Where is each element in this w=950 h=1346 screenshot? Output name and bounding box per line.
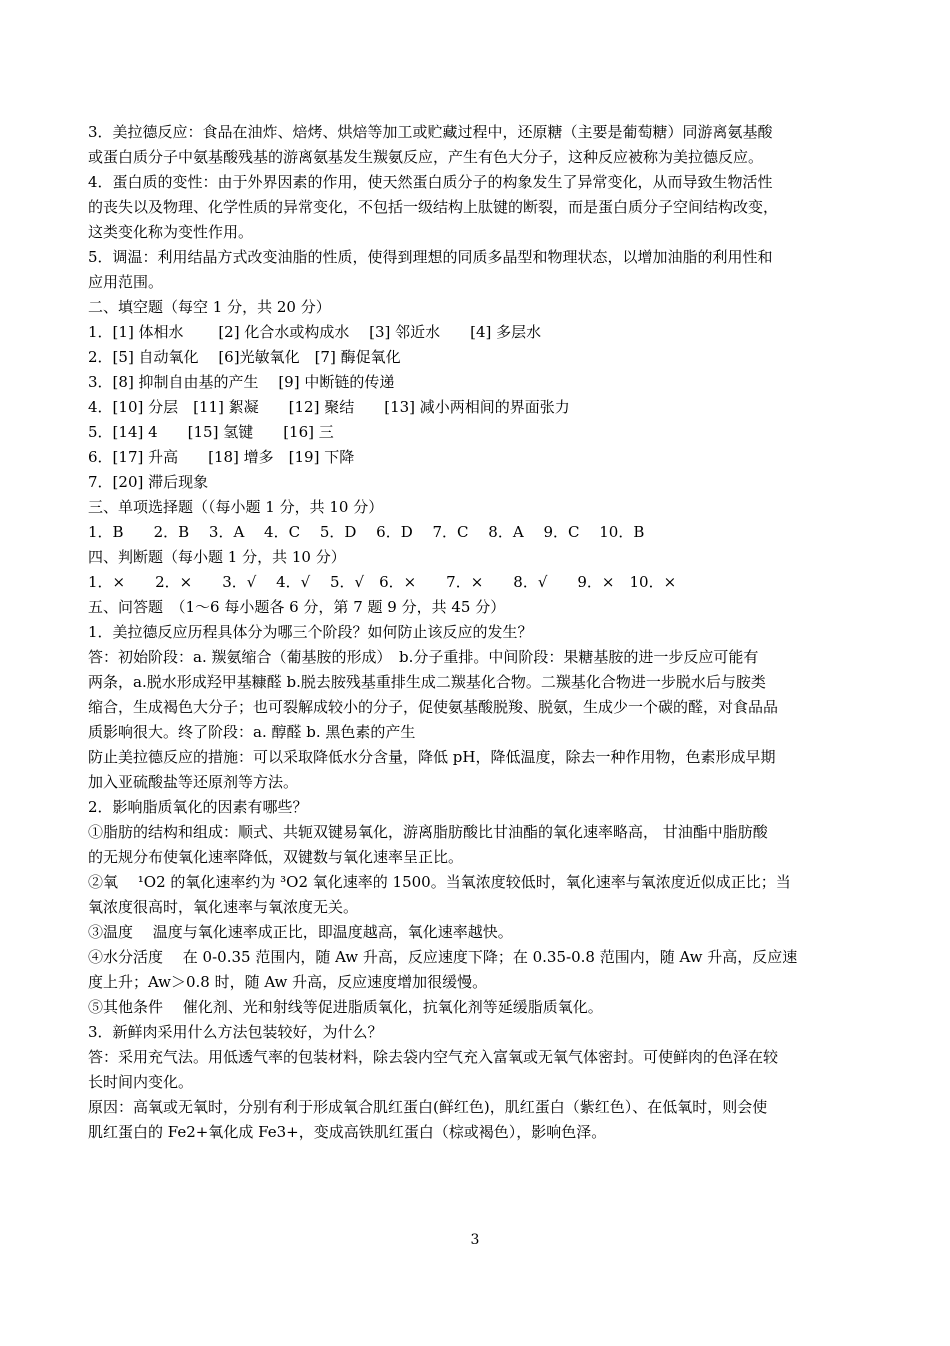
text-line: 2．影响脂质氧化的因素有哪些？ [88,798,308,816]
text-line: 质影响很大。终了阶段：a. 醇醛 b. 黑色素的产生 [88,723,416,741]
text-line: 两条，a.脱水形成羟甲基糠醛 b.脱去胺残基重排生成二羰基化合物。二羰基化合物进一步脱水后与胺类 [88,673,766,691]
text-line: 原因：高氧或无氧时，分别有利于形成氧合肌红蛋白(鲜红色)，肌红蛋白（紫红色）、在低氧时，则会使 [88,1098,768,1116]
text-line: 防止美拉德反应的措施：可以采取降低水分含量，降低 pH，降低温度，除去一种作用物，色素形成早期 [88,748,776,766]
text-line: 1．美拉德反应历程具体分为哪三个阶段？如何防止该反应的发生？ [88,623,533,641]
text-line: 二、填空题（每空 1 分，共 20 分） [88,298,331,316]
text-line: 五、问答题 （1～6 每小题各 6 分，第 7 题 9 分，共 45 分） [88,598,506,616]
text-line: 1．× 2．× 3．√ 4．√ 5．√ 6．× 7．× 8．√ 9．× 10．× [88,573,677,591]
text-line: 2．[5] 自动氧化 [6]光敏氧化 [7] 酶促氧化 [88,348,401,366]
document-body [88,120,878,1145]
text-line: 加入亚硫酸盐等还原剂等方法。 [88,773,299,791]
text-line: 答：采用充气法。用低透气率的包装材料，除去袋内空气充入富氧或无氧气体密封。可使鲜肉的色泽在较 [88,1048,779,1066]
text-line: 1．[1] 体相水 [2] 化合水或构成水 [3] 邻近水 [4] 多层水 [88,323,542,341]
text-line: 3．[8] 抑制自由基的产生 [9] 中断链的传递 [88,373,395,391]
text-line: 缩合，生成褐色大分子；也可裂解成较小的分子，促使氨基酸脱羧、脱氨，生成少一个碳的醛，对食品品 [88,698,779,716]
text-line: 5．调温：利用结晶方式改变油脂的性质，使得到理想的同质多晶型和物理状态，以增加油脂的利用性和 [88,248,773,266]
text-line: 的无规分布使氧化速率降低，双键数与氧化速率呈正比。 [88,848,464,866]
page-number: 3 [470,1232,480,1248]
text-line: 四、判断题（每小题 1 分，共 10 分） [88,548,346,566]
text-line: 1．B 2．B 3．A 4．C 5．D 6．D 7．C 8．A 9．C 10．B [88,523,645,541]
text-line: ⑤其他条件 催化剂、光和射线等促进脂质氧化，抗氧化剂等延缓脂质氧化。 [88,998,603,1016]
text-line: 应用范围。 [88,273,164,291]
text-line: 4．蛋白质的变性：由于外界因素的作用，使天然蛋白质分子的构象发生了异常变化，从而导致生物活性 [88,173,773,191]
text-line: 或蛋白质分子中氨基酸残基的游离氨基发生羰氨反应，产生有色大分子，这种反应被称为美拉德反应。 [88,148,764,166]
text-line: 6．[17] 升高 [18] 增多 [19] 下降 [88,448,355,466]
text-line: 3．美拉德反应：食品在油炸、焙烤、烘焙等加工或贮藏过程中，还原糖（主要是葡萄糖）同游离氨基酸 [88,123,773,141]
text-line: 7．[20] 滞后现象 [88,473,209,491]
text-line: ③温度 温度与氧化速率成正比，即温度越高，氧化速率越快。 [88,923,513,941]
text-line: ②氧 ¹O2 的氧化速率约为 ³O2 氧化速率的 1500。当氧浓度较低时，氧化速率与氧浓度近似成正比；当 [88,873,791,891]
text-line: 三、单项选择题（（每小题 1 分，共 10 分） [88,498,384,516]
text-line: ①脂肪的结构和组成：顺式、共轭双键易氧化，游离脂肪酸比甘油酯的氧化速率略高， 甘油酯中脂肪酸 [88,823,768,841]
text-line: 度上升；Aw＞0.8 时，随 Aw 升高，反应速度增加很缓慢。 [88,973,488,991]
text-line: ④水分活度 在 0-0.35 范围内，随 Aw 升高，反应速度下降；在 0.35-0.8 范围内，随 Aw 升高，反应速 [88,948,798,966]
text-line: 5．[14] 4 [15] 氢键 [16] 三 [88,423,334,441]
text-line: 氧浓度很高时，氧化速率与氧浓度无关。 [88,898,359,916]
text-line: 的丧失以及物理、化学性质的异常变化，不包括一级结构上肽键的断裂，而是蛋白质分子空间结构改变， [88,198,779,216]
text-line: 长时间内变化。 [88,1073,194,1091]
text-line: 这类变化称为变性作用。 [88,223,254,241]
text-line: 3．新鲜肉采用什么方法包装较好，为什么？ [88,1023,383,1041]
text-line: 肌红蛋白的 Fe2+氧化成 Fe3+，变成高铁肌红蛋白（棕或褐色），影响色泽。 [88,1123,607,1141]
text-line: 答：初始阶段：a. 羰氨缩合（葡基胺的形成） b.分子重排。中间阶段：果糖基胺的进一步反应可能有 [88,648,759,666]
text-line: 4．[10] 分层 [11] 絮凝 [12] 聚结 [13] 减小两相间的界面张力 [88,398,570,416]
